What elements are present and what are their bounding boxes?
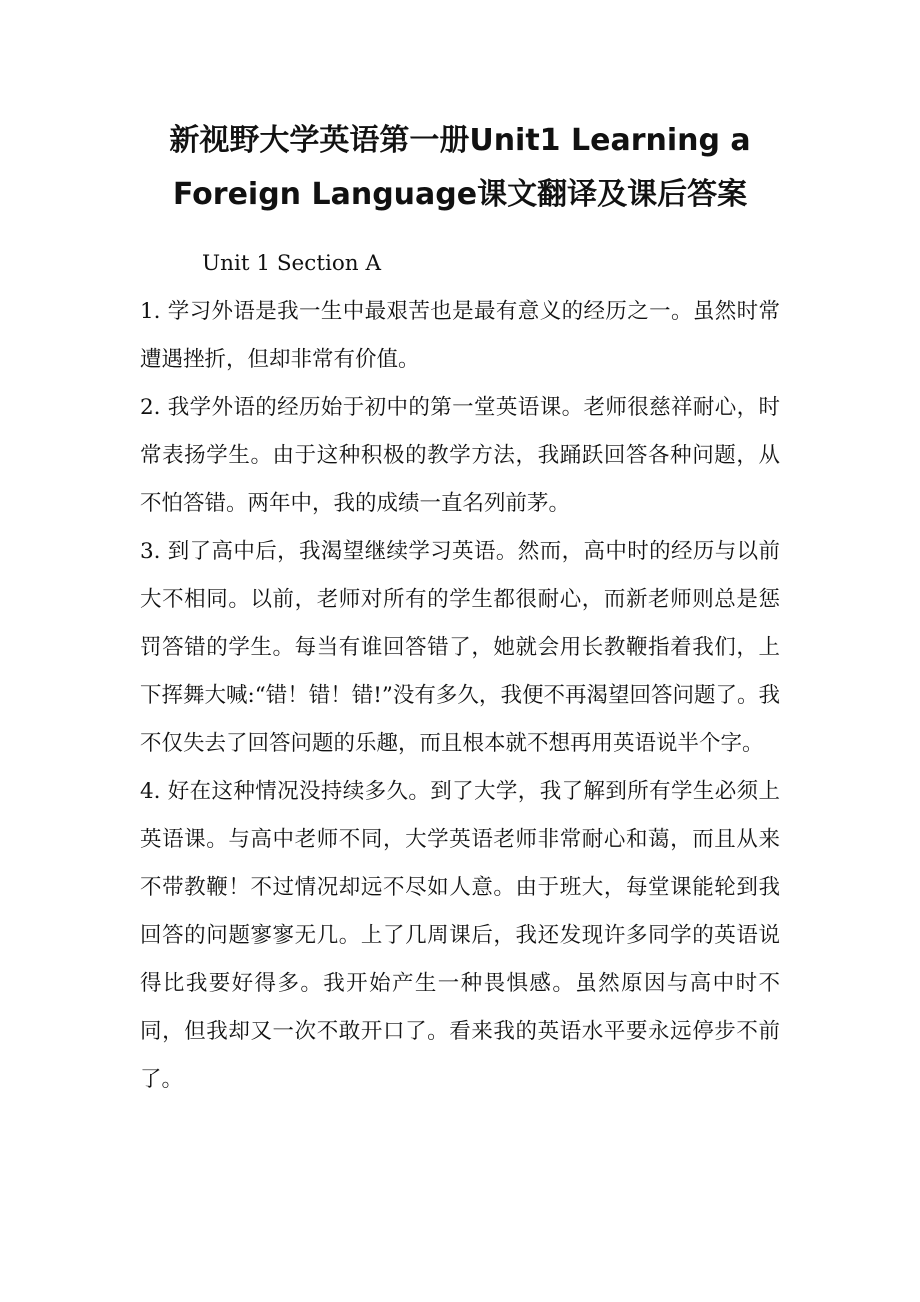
paragraph-2: 2. 我学外语的经历始于初中的第一堂英语课。老师很慈祥耐心，时常表扬学生。由于这种积极的教学方法，我踊跃回答各种问题，从不怕答错。两年中，我的成绩一直名列前茅。 bbox=[140, 395, 780, 516]
document-title bbox=[100, 114, 820, 222]
section-heading: Unit 1 Section A bbox=[202, 251, 381, 276]
paragraph-1: 1. 学习外语是我一生中最艰苦也是最有意义的经历之一。虽然时常遭遇挫折，但却非常有价值。 bbox=[140, 299, 780, 372]
paragraph-3: 3. 到了高中后，我渴望继续学习英语。然而，高中时的经历与以前大不相同。以前，老师对所有的学生都很耐心，而新老师则总是惩罚答错的学生。每当有谁回答错了，她就会用长教鞭指着我们，上下挥舞大喊:“错！错！错!”没有多久，我便不再渴望回答问题了。我不仅失去了回答问题的乐趣，而且根本就不想再用英语说半个字。 bbox=[140, 539, 780, 756]
title-line-1: 新视野大学英语第一册Unit1 Learning a bbox=[169, 123, 751, 158]
document-body bbox=[140, 240, 780, 1104]
paragraph-4: 4. 好在这种情况没持续多久。到了大学，我了解到所有学生必须上英语课。与高中老师不同，大学英语老师非常耐心和蔼，而且从来不带教鞭！不过情况却远不尽如人意。由于班大，每堂课能轮到我回答的问题寥寥无几。上了几周课后，我还发现许多同学的英语说得比我要好得多。我开始产生一种畏惧感。虽然原因与高中时不同，但我却又一次不敢开口了。看来我的英语水平要永远停步不前了。 bbox=[140, 779, 780, 1092]
title-line-2: Foreign Language课文翻译及课后答案 bbox=[172, 177, 748, 212]
